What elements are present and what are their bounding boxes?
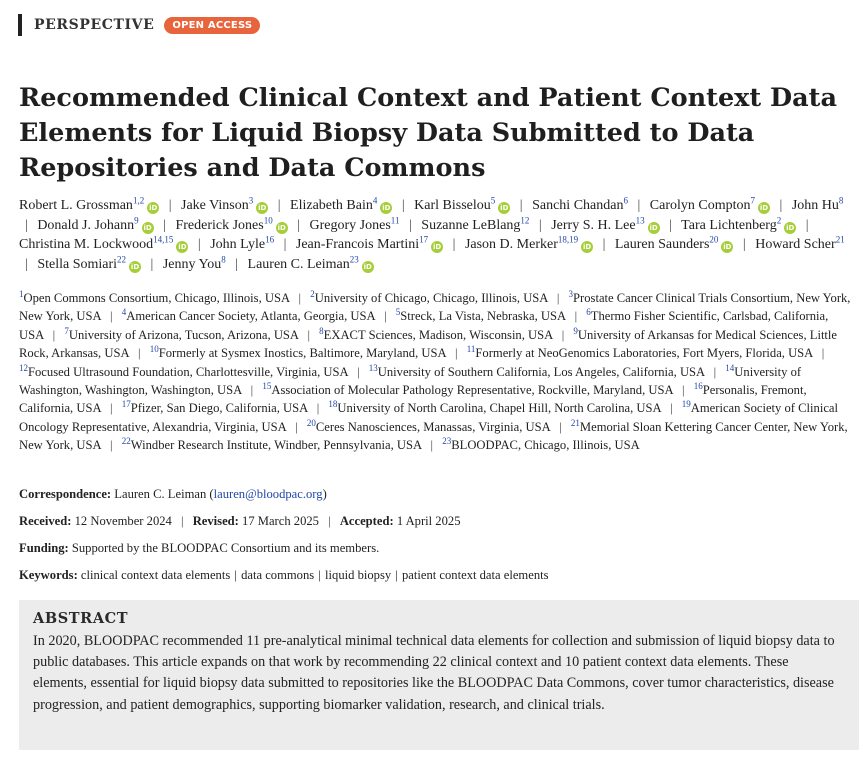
dates-line (19, 514, 461, 529)
author-name: Lauren C. Leiman (247, 256, 350, 272)
keywords-label: Keywords: (19, 568, 78, 582)
affiliation-item (122, 438, 422, 452)
orcid-icon[interactable]: iD (723, 243, 732, 251)
orcid-icon[interactable]: iD (649, 223, 658, 232)
affiliation-number: 12 (19, 362, 28, 373)
affiliation-separator: | (316, 401, 320, 416)
orcid-icon[interactable]: iD (258, 204, 267, 212)
author-affiliation-ref[interactable]: 5 (490, 195, 496, 206)
author-entry (247, 253, 374, 272)
orcid-icon[interactable]: iD (143, 223, 152, 232)
affiliation-number: 11 (466, 344, 476, 355)
keyword[interactable]: patient context data elements (402, 568, 549, 582)
affiliation-separator: | (110, 309, 113, 324)
affiliation-text: University of Arkansas for Medical Sciences, Little Rock, Arkansas, USA (19, 327, 838, 361)
affiliation-item (319, 325, 553, 342)
correspondence-close-paren: ) (322, 487, 327, 501)
affiliation-separator: | (138, 346, 141, 361)
author-separator: | (779, 198, 783, 213)
affiliation-separator: | (682, 383, 685, 398)
revised-label: Revised: (192, 514, 239, 528)
author-affiliation-ref[interactable]: 8 (221, 253, 226, 264)
funding-line (19, 541, 379, 556)
author-name: Donald J. Johann (37, 217, 135, 233)
keyword-separator: | (318, 568, 321, 582)
author-entry (791, 195, 844, 213)
affiliation-separator: | (670, 401, 673, 416)
author-affiliation-ref[interactable]: 20 (709, 234, 719, 245)
author-name: Jerry S. H. Lee (551, 217, 636, 233)
affiliation-separator: | (430, 438, 434, 453)
orcid-icon[interactable]: iD (382, 204, 391, 212)
affiliation-text: Prostate Cancer Clinical Trials Consortium, New York, New York, USA (19, 291, 851, 324)
affiliation-item (442, 438, 639, 452)
author-separator: | (150, 256, 154, 272)
affiliation-text: Streck, La Vista, Nebraska, USA (400, 309, 566, 324)
affiliation-number: 7 (64, 325, 69, 336)
author-separator: | (277, 198, 281, 213)
author-separator: | (168, 198, 172, 213)
affiliation-item (150, 346, 446, 360)
author-name: Gregory Jones (309, 217, 391, 233)
affiliation-item (122, 401, 308, 415)
affiliation-separator: | (295, 419, 298, 434)
affiliation-text: Personalis, Fremont, California, USA (19, 383, 807, 416)
affiliation-separator: | (455, 346, 458, 361)
affiliation-text: University of Arizona, Tucson, Arizona, USA (68, 327, 299, 342)
author-separator: | (297, 217, 301, 233)
author-name: Sanchi Chandan (532, 198, 624, 213)
affiliation-separator: | (821, 346, 825, 361)
affiliation-text: Windber Research Institute, Windber, Pennsylvania, USA (130, 438, 422, 453)
affiliation-number: 8 (319, 325, 324, 336)
author-affiliation-ref[interactable]: 3 (248, 195, 254, 206)
abstract-text: In 2020, BLOODPAC recommended 11 pre-analytical minimal technical data elements for collection and submission of liquid biopsy data to public databases. This article expands on that work by recommending 22 clinical context and 10 patient context data elements. These elements, essential for liquid biopsy data submitted to repositories like the BLOODPAC Data Commons, cover tumor characteristics, disease progression, and patient demographics, supporting biomarker validation, research, and clinical trials. (33, 633, 835, 713)
author-entry (681, 214, 796, 233)
affiliation-item (306, 417, 551, 434)
keyword-separator: | (234, 568, 237, 582)
affiliation-separator: | (250, 383, 254, 398)
correspondence-label: Correspondence: (19, 487, 112, 501)
affiliation-number: 2 (310, 288, 315, 299)
orcid-icon[interactable]: iD (178, 243, 187, 251)
author-separator: | (538, 217, 542, 233)
keyword[interactable]: liquid biopsy (325, 568, 392, 582)
author-separator: | (25, 256, 28, 272)
author-entry (421, 214, 530, 233)
author-name: Elizabeth Bain (290, 198, 373, 213)
author-entry (19, 195, 159, 213)
orcid-icon[interactable]: iD (433, 243, 442, 251)
affiliation-text: Ceres Nanosciences, Manassas, Virginia, USA (315, 419, 551, 434)
affiliation-separator: | (110, 401, 113, 416)
author-affiliation-ref[interactable]: 13 (635, 214, 645, 225)
author-separator: | (602, 237, 606, 252)
affiliation-item (396, 309, 566, 323)
affiliation-text: Memorial Sloan Kettering Cancer Center, New York, New York, USA (19, 419, 848, 453)
affiliation-item (19, 362, 348, 379)
author-separator: | (401, 198, 405, 213)
abstract-box (19, 600, 859, 750)
affiliation-text: Association of Molecular Pathology Representative, Rockville, Maryland, USA (271, 383, 673, 398)
affiliation-number: 17 (121, 399, 131, 410)
author-affiliation-ref[interactable]: 17 (419, 234, 429, 245)
author-affiliation-ref[interactable]: 9 (134, 214, 139, 225)
author-name: Jean-Francois Martini (295, 237, 420, 252)
author-separator: | (519, 198, 523, 213)
author-entry (309, 214, 400, 233)
affiliation-text: Pfizer, San Diego, California, USA (130, 401, 308, 416)
article-title: Recommended Clinical Context and Patient Context Data Elements for Liquid Biopsy Data Submitted to Data Repositories and Data Commons (19, 83, 837, 183)
author-separator: | (669, 217, 672, 233)
author-affiliation-ref[interactable]: 23 (349, 253, 359, 264)
author-name: Carolyn Compton (649, 198, 751, 213)
affiliation-item (328, 401, 661, 415)
received-date: 12 November 2024 (74, 514, 172, 528)
author-entry (175, 214, 287, 233)
author-entry (551, 214, 659, 233)
funding-text: Supported by the BLOODPAC Consortium and its members. (71, 541, 380, 555)
author-name: Lauren Saunders (614, 237, 710, 252)
affiliation-number: 21 (570, 417, 580, 428)
affiliation-separator: | (52, 327, 56, 342)
author-entry (414, 195, 510, 213)
affiliation-text: EXACT Sciences, Madison, Wisconsin, USA (323, 327, 553, 342)
author-separator: | (197, 237, 201, 252)
affiliation-separator: | (110, 438, 113, 453)
author-entry (755, 234, 845, 252)
author-separator: | (25, 217, 28, 233)
orcid-icon[interactable]: iD (500, 204, 509, 212)
affiliation-number: 6 (586, 307, 591, 318)
affiliation-number: 15 (262, 380, 272, 391)
author-affiliation-ref[interactable]: 10 (263, 214, 273, 225)
affiliation-number: 16 (693, 380, 703, 391)
affiliation-number: 22 (121, 436, 131, 447)
accepted-label: Accepted: (339, 514, 394, 528)
author-separator: | (235, 256, 239, 272)
affiliation-number: 4 (121, 307, 127, 318)
affiliation-item (122, 309, 375, 323)
affiliation-item (467, 346, 813, 360)
author-name: John Lyle (210, 237, 266, 252)
affiliation-number: 14 (725, 362, 735, 373)
orcid-icon[interactable]: iD (363, 262, 372, 271)
dates-separator: | (181, 514, 184, 528)
author-affiliation-ref[interactable]: 12 (520, 214, 530, 225)
author-name: Jenny You (162, 256, 222, 272)
author-affiliation-ref[interactable]: 16 (265, 234, 275, 245)
author-affiliation-ref[interactable]: 11 (390, 214, 400, 225)
revised-date: 17 March 2025 (242, 514, 319, 528)
affiliation-text: Formerly at NeoGenomics Laboratories, Fort Myers, Florida, USA (475, 346, 813, 361)
affiliation-separator: | (556, 291, 560, 305)
affiliation-text: University of Chicago, Chicago, Illinois, USA (314, 291, 548, 305)
author-name: Jake Vinson (181, 198, 249, 213)
author-entry (162, 253, 226, 272)
author-entry (464, 234, 593, 252)
author-affiliation-ref[interactable]: 6 (623, 195, 628, 206)
author-entry (181, 195, 268, 213)
author-entry (37, 253, 141, 272)
article-type-label: PERSPECTIVE (34, 17, 155, 33)
correspondence-line (19, 487, 327, 502)
received-label: Received: (19, 514, 72, 528)
author-name: Tara Lichtenberg (681, 217, 777, 233)
author-name: Suzanne LeBlang (421, 217, 521, 233)
affiliation-number: 20 (306, 417, 316, 428)
author-entry (290, 195, 392, 213)
author-separator: | (283, 237, 287, 252)
affiliation-item (64, 325, 299, 342)
correspondence-name: Lauren C. Leiman (114, 487, 207, 501)
author-entry (614, 234, 733, 252)
affiliation-number: 9 (573, 325, 578, 336)
author-separator: | (742, 237, 746, 252)
affiliation-text: American Society of Clinical Oncology Representative, Alexandria, Virginia, USA (19, 401, 839, 434)
affiliation-text: BLOODPAC, Chicago, Illinois, USA (451, 438, 640, 453)
affiliation-separator: | (307, 327, 311, 342)
keyword-separator: | (395, 568, 398, 582)
affiliation-text: University of North Carolina, Chapel Hill, North Carolina, USA (337, 401, 661, 416)
keywords-line (19, 568, 549, 583)
affiliation-text: Open Commons Consortium, Chicago, Illinois, USA (23, 291, 290, 305)
author-name: Christina M. Lockwood (19, 237, 154, 252)
affiliation-item (368, 362, 705, 379)
affiliation-text: Focused Ultrasound Foundation, Charlottesville, Virginia, USA (28, 364, 348, 379)
affiliation-number: 1 (19, 288, 24, 299)
affiliation-separator: | (357, 364, 360, 379)
affiliation-number: 10 (149, 344, 159, 355)
affiliation-separator: | (298, 291, 302, 305)
accepted-date: 1 April 2025 (396, 514, 461, 528)
affiliation-number: 3 (568, 288, 574, 299)
orcid-icon[interactable]: iD (583, 243, 592, 251)
affiliation-item (310, 288, 548, 305)
keyword[interactable]: data commons (241, 568, 315, 582)
author-list (19, 196, 859, 274)
author-affiliation-ref[interactable]: 8 (838, 195, 844, 206)
funding-label: Funding: (19, 541, 69, 555)
author-affiliation-ref[interactable]: 7 (750, 195, 756, 206)
author-affiliation-ref[interactable]: 21 (835, 234, 845, 245)
author-entry (37, 214, 153, 233)
abstract-heading: ABSTRACT (33, 610, 129, 627)
author-name: Frederick Jones (175, 217, 264, 233)
author-affiliation-ref[interactable]: 14,15 (153, 234, 174, 245)
affiliation-text: Formerly at Sysmex Inostics, Baltimore, Maryland, USA (158, 346, 446, 361)
affiliation-text: University of Southern California, Los Angeles, California, USA (377, 364, 705, 379)
author-name: Robert L. Grossman (19, 198, 133, 213)
author-separator: | (805, 217, 809, 233)
affiliation-item (19, 288, 290, 305)
orcid-icon[interactable]: iD (759, 204, 769, 212)
affiliation-text: Thermo Fisher Scientific, Carlsbad, California, USA (19, 309, 829, 342)
keyword[interactable]: clinical context data elements (80, 568, 231, 582)
author-entry (295, 234, 443, 252)
author-affiliation-ref[interactable]: 1,2 (132, 195, 145, 206)
orcid-icon[interactable]: iD (130, 262, 140, 271)
author-name: John Hu (791, 198, 839, 213)
orcid-icon[interactable]: iD (277, 223, 286, 232)
author-separator: | (163, 217, 166, 233)
author-name: Jason D. Merker (464, 237, 558, 252)
affiliation-text: American Cancer Society, Atlanta, Georgia, USA (126, 309, 375, 324)
open-access-badge: OPEN ACCESS (164, 17, 260, 34)
orcid-icon[interactable]: iD (786, 223, 795, 232)
orcid-icon[interactable]: iD (149, 204, 158, 212)
author-affiliation-ref[interactable]: 22 (117, 253, 127, 264)
author-name: Howard Scher (755, 237, 836, 252)
affiliation-number: 5 (395, 307, 401, 318)
affiliation-separator: | (561, 327, 565, 342)
dates-separator: | (328, 514, 331, 528)
author-separator: | (452, 237, 456, 252)
correspondence-open-paren: ( (209, 487, 214, 501)
affiliation-separator: | (574, 309, 578, 324)
author-entry (210, 234, 275, 252)
affiliation-text: University of Washington, Washington, Washington, USA (19, 364, 802, 398)
affiliation-list (19, 289, 854, 455)
author-affiliation-ref[interactable]: 2 (776, 214, 782, 225)
affiliation-number: 19 (681, 399, 691, 410)
author-affiliation-ref[interactable]: 18,19 (557, 234, 579, 245)
author-affiliation-ref[interactable]: 4 (372, 195, 378, 206)
affiliation-number: 13 (368, 362, 378, 373)
author-entry (649, 195, 770, 213)
affiliation-separator: | (384, 309, 387, 324)
author-separator: | (637, 198, 641, 213)
affiliation-item (262, 380, 673, 398)
correspondence-email-link[interactable]: lauren@bloodpac.org (213, 487, 323, 501)
header-accent-bar (18, 14, 22, 36)
affiliation-separator: | (559, 419, 562, 434)
author-name: Karl Bisselou (414, 198, 491, 213)
author-entry (532, 195, 628, 213)
affiliation-number: 23 (442, 436, 452, 447)
author-separator: | (408, 217, 412, 233)
author-entry (19, 234, 188, 252)
affiliation-separator: | (713, 364, 717, 379)
author-name: Stella Somiari (37, 256, 118, 272)
affiliation-number: 18 (328, 399, 338, 410)
article-type-header (18, 14, 260, 36)
